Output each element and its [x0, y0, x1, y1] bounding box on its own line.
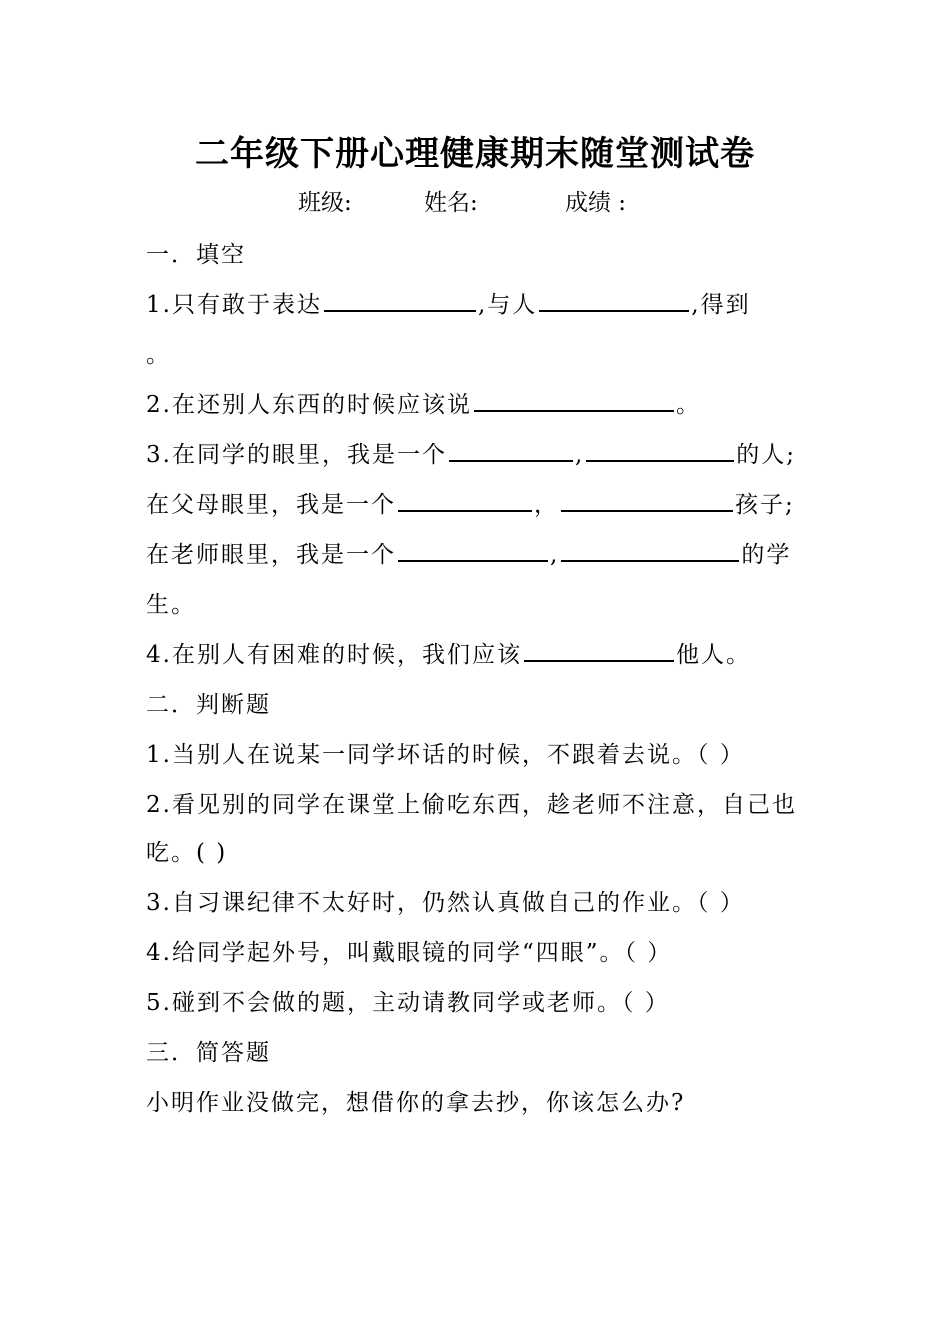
- answer-blank[interactable]: [586, 436, 734, 462]
- q2-text-b: 。: [675, 392, 701, 418]
- question-2-4: 4.给同学起外号，叫戴眼镜的同学“四眼”。（ ）: [146, 940, 673, 966]
- question-2-3: 3.自习课纪律不太好时，仍然认真做自己的作业。（ ）: [146, 890, 745, 916]
- page-title: 二年级下册心理健康期末随堂测试卷: [195, 134, 755, 174]
- q2-text-a: 2.在还别人东西的时候应该说: [146, 392, 472, 418]
- answer-blank[interactable]: [561, 536, 739, 562]
- q3-l2-b: ，: [534, 492, 559, 518]
- answer-blank[interactable]: [398, 486, 532, 512]
- question-1-3-line3: [146, 536, 791, 569]
- question-1-2: [146, 386, 701, 419]
- q1-text-a: 1.只有敢于表达: [146, 292, 322, 318]
- q4-text-a: 4.在别人有困难的时候，我们应该: [146, 642, 522, 668]
- class-label: 班级:: [298, 190, 352, 216]
- question-1-3-line2: [146, 486, 795, 519]
- q3-l2-c: 孩子;: [735, 492, 795, 518]
- section-heading-short-answer: 三．简答题: [146, 1040, 271, 1066]
- q3-l3-b: ,: [550, 542, 560, 568]
- q3-l2-a: 在父母眼里，我是一个: [146, 492, 396, 518]
- question-2-2-line2: 吃。( ): [146, 840, 228, 866]
- q1-text-c: ,得到: [691, 292, 751, 318]
- question-2-1: 1.当别人在说某一同学坏话的时候，不跟着去说。（ ）: [146, 742, 745, 768]
- question-3-1: 小明作业没做完，想借你的拿去抄，你该怎么办?: [146, 1090, 686, 1116]
- answer-blank[interactable]: [539, 286, 689, 312]
- question-1-3-line1: [146, 436, 796, 469]
- q3-l1-a: 3.在同学的眼里，我是一个: [146, 442, 447, 468]
- answer-blank[interactable]: [324, 286, 476, 312]
- question-2-2-line1: 2.看见别的同学在课堂上偷吃东西，趁老师不注意，自己也: [146, 792, 797, 818]
- answer-blank[interactable]: [474, 386, 674, 412]
- answer-blank[interactable]: [398, 536, 548, 562]
- question-1-1-end: 。: [146, 342, 171, 368]
- q3-l3-c: 的学: [741, 542, 792, 568]
- answer-blank[interactable]: [449, 436, 573, 462]
- question-1-1: [146, 286, 751, 319]
- name-label: 姓名:: [424, 190, 478, 216]
- q3-l1-c: 的人;: [736, 442, 797, 468]
- section-heading-fill-blank: 一．填空: [146, 242, 246, 268]
- q1-text-b: ,与人: [477, 292, 538, 318]
- score-label: 成绩 :: [565, 190, 627, 216]
- q3-l1-b: ,: [574, 442, 585, 468]
- question-2-5: 5.碰到不会做的题，主动请教同学或老师。（ ）: [146, 990, 670, 1016]
- q3-l3-a: 在老师眼里，我是一个: [146, 542, 396, 568]
- q4-text-b: 他人。: [675, 642, 751, 668]
- question-1-4: [146, 636, 751, 669]
- section-heading-true-false: 二．判断题: [146, 692, 271, 718]
- question-1-3-line4: 生。: [146, 592, 196, 618]
- answer-blank[interactable]: [561, 486, 733, 512]
- answer-blank[interactable]: [524, 636, 674, 662]
